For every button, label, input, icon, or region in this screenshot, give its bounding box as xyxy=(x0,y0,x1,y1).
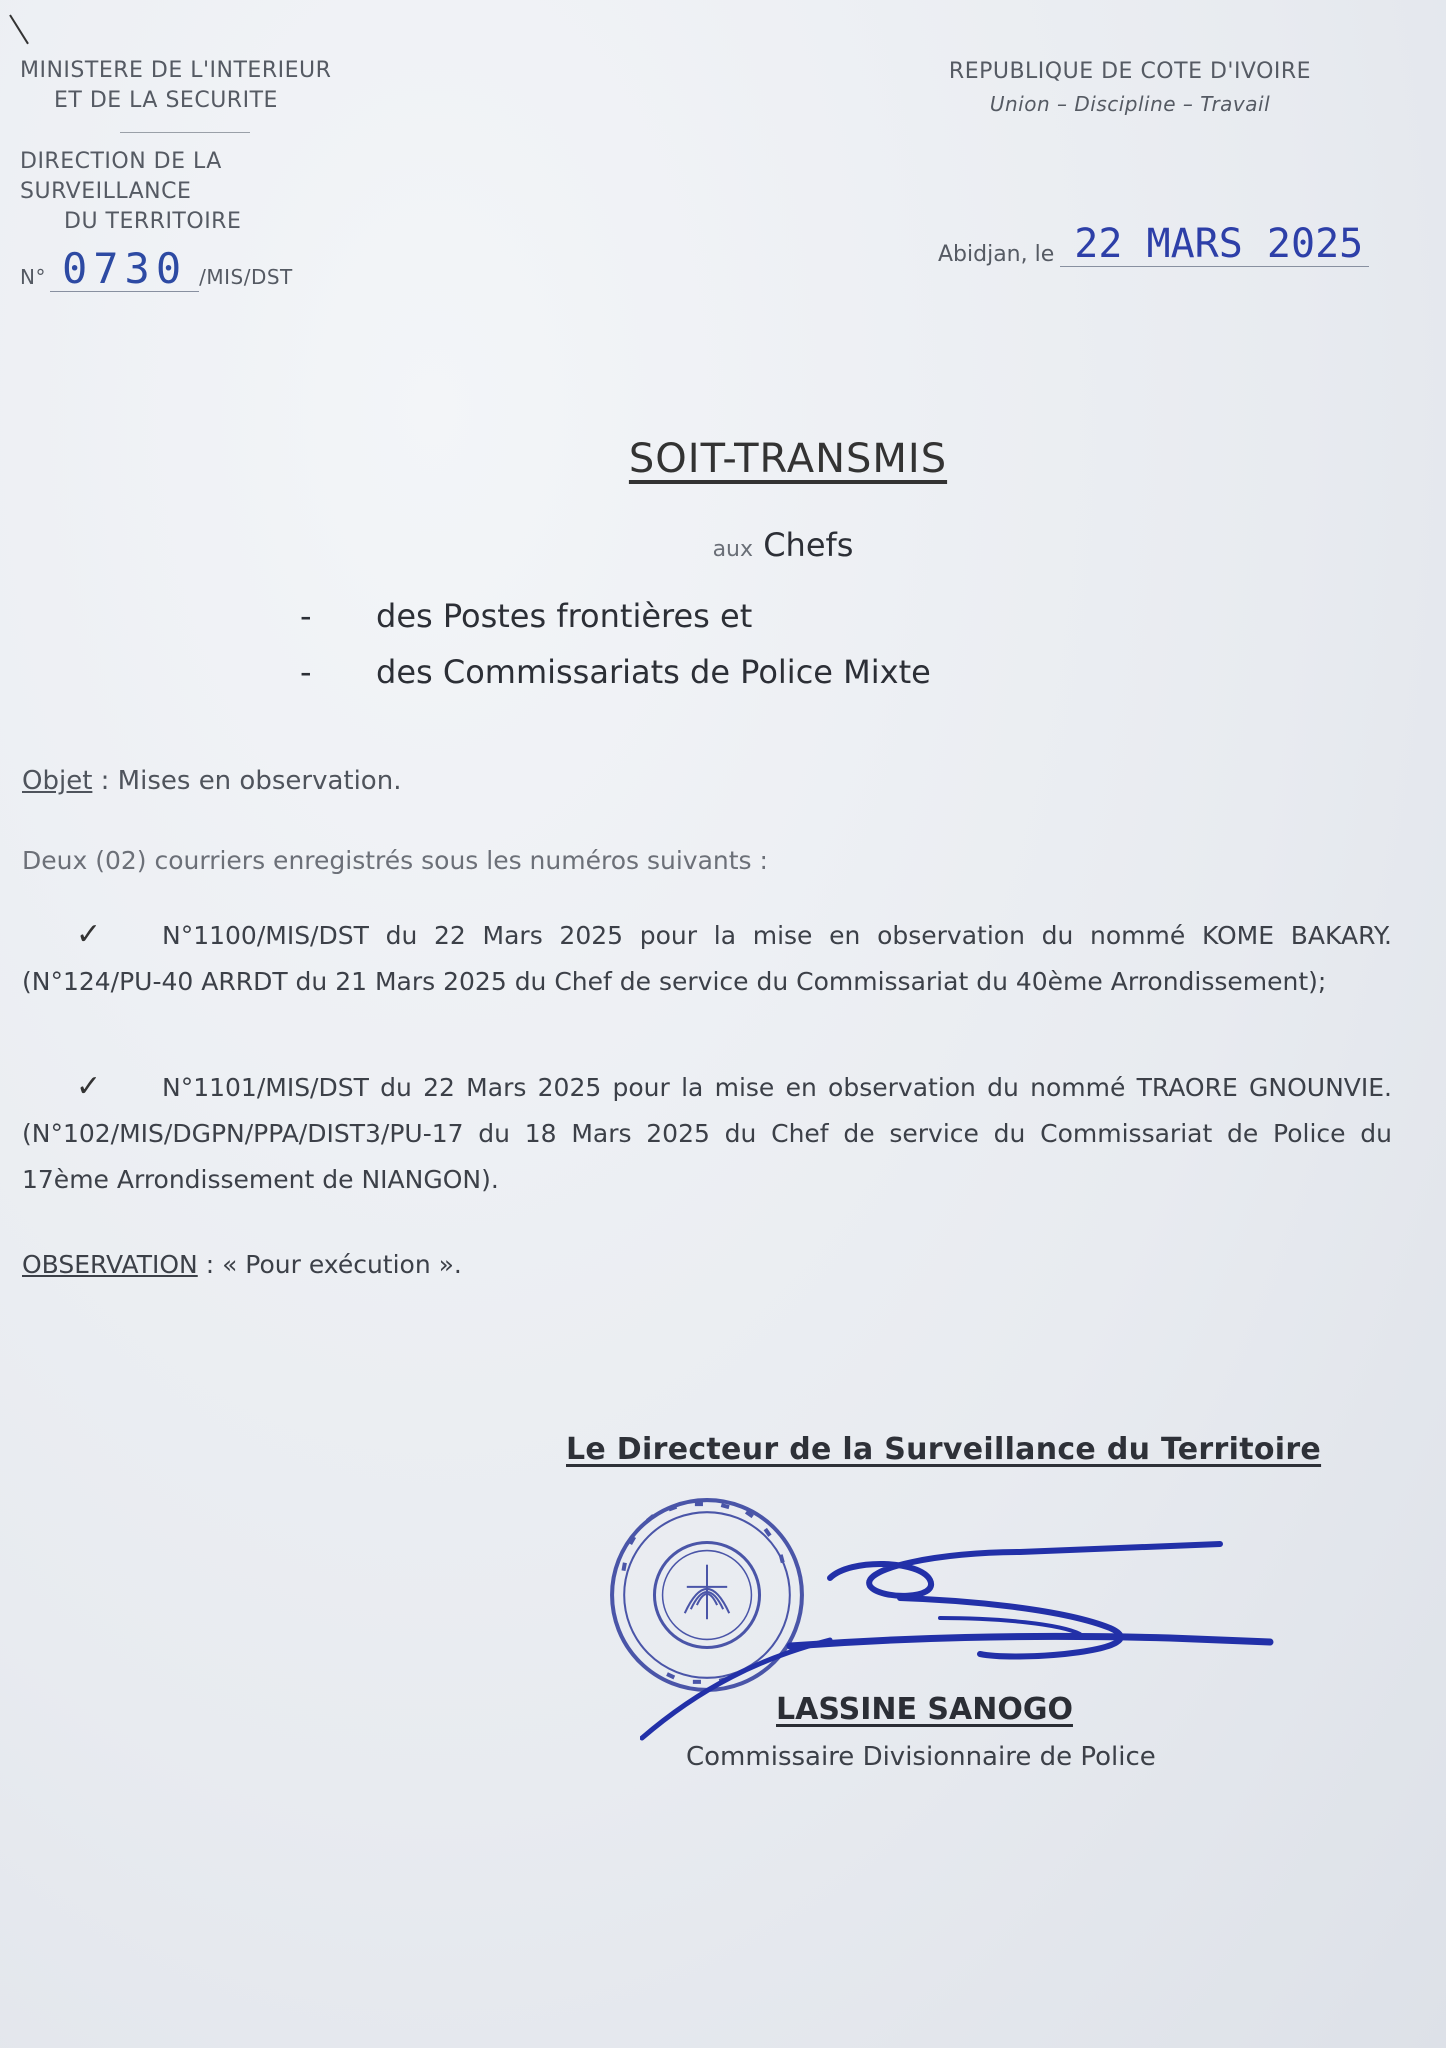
reference-line xyxy=(20,244,400,293)
subject-text: : Mises en observation. xyxy=(92,766,402,796)
addressee-title: Chefs xyxy=(763,526,854,564)
entry-item xyxy=(22,1064,1392,1203)
observation-text: : « Pour exécution ». xyxy=(197,1250,462,1279)
subject-label: Objet xyxy=(22,766,93,796)
entry-text: N°1100/MIS/DST du 22 Mars 2025 pour la mise en observation du nommé KOME BAKARY.(N°124/PU-40 ARRDT du 21 Mars 2025 du Chef de service du Commissariat du 40ème Arrondissement); xyxy=(22,921,1392,996)
observation-label: OBSERVATION xyxy=(22,1250,198,1279)
date-stamp: 22 MARS 2025 xyxy=(1060,222,1369,267)
signer-role: Commissaire Divisionnaire de Police xyxy=(686,1742,1156,1772)
list-item: - des Commissariats de Police Mixte xyxy=(300,653,931,691)
header-divider xyxy=(120,132,250,133)
document-title-wrap xyxy=(0,436,1446,482)
direction-line1: DIRECTION DE LA SURVEILLANCE xyxy=(20,149,222,204)
subject-line xyxy=(22,766,401,796)
observation-line xyxy=(22,1250,462,1279)
addressee-prefix: aux xyxy=(712,537,754,562)
republic-name: REPUBLIQUE DE COTE D'IVOIRE xyxy=(948,59,1312,84)
addressee-heading xyxy=(0,526,1446,564)
ministry-line2: ET DE LA SECURITE xyxy=(54,88,278,113)
direction-line2: DU TERRITOIRE xyxy=(64,209,242,234)
signatory-title: Le Directeur de la Surveillance du Territoire xyxy=(566,1432,1322,1467)
checkmark-icon: ✓ xyxy=(76,1069,102,1104)
date-prefix: Abidjan, le xyxy=(938,242,1055,267)
ref-prefix: N° xyxy=(20,265,46,289)
intro-text: Deux (02) courriers enregistrés sous les numéros suivants : xyxy=(22,846,768,875)
checkmark-icon: ✓ xyxy=(76,917,102,952)
issuer-header xyxy=(20,56,400,292)
ref-number: 0730 xyxy=(50,247,199,292)
republic-header xyxy=(920,56,1340,120)
entry-text: N°1101/MIS/DST du 22 Mars 2025 pour la mise en observation du nommé TRAORE GNOUNVIE.(N°102/MIS/DGPN/PPA/DIST3/PU-17 du 18 Mars 2025 du Chef de service du Commissariat de Police du 17ème Arrondissement de NIANGON). xyxy=(22,1073,1392,1194)
signer-name: LASSINE SANOGO xyxy=(776,1692,1073,1727)
corner-mark xyxy=(9,14,29,44)
ministry-line1: MINISTERE DE L'INTERIEUR xyxy=(20,58,332,83)
date-line xyxy=(938,222,1369,267)
addressee-list xyxy=(300,588,931,700)
document-title: SOIT-TRANSMIS xyxy=(628,436,948,482)
entry-item xyxy=(22,912,1392,1005)
ref-suffix: /MIS/DST xyxy=(199,265,293,289)
republic-motto: Union – Discipline – Travail xyxy=(989,92,1271,116)
list-item: - des Postes frontières et xyxy=(300,597,753,635)
